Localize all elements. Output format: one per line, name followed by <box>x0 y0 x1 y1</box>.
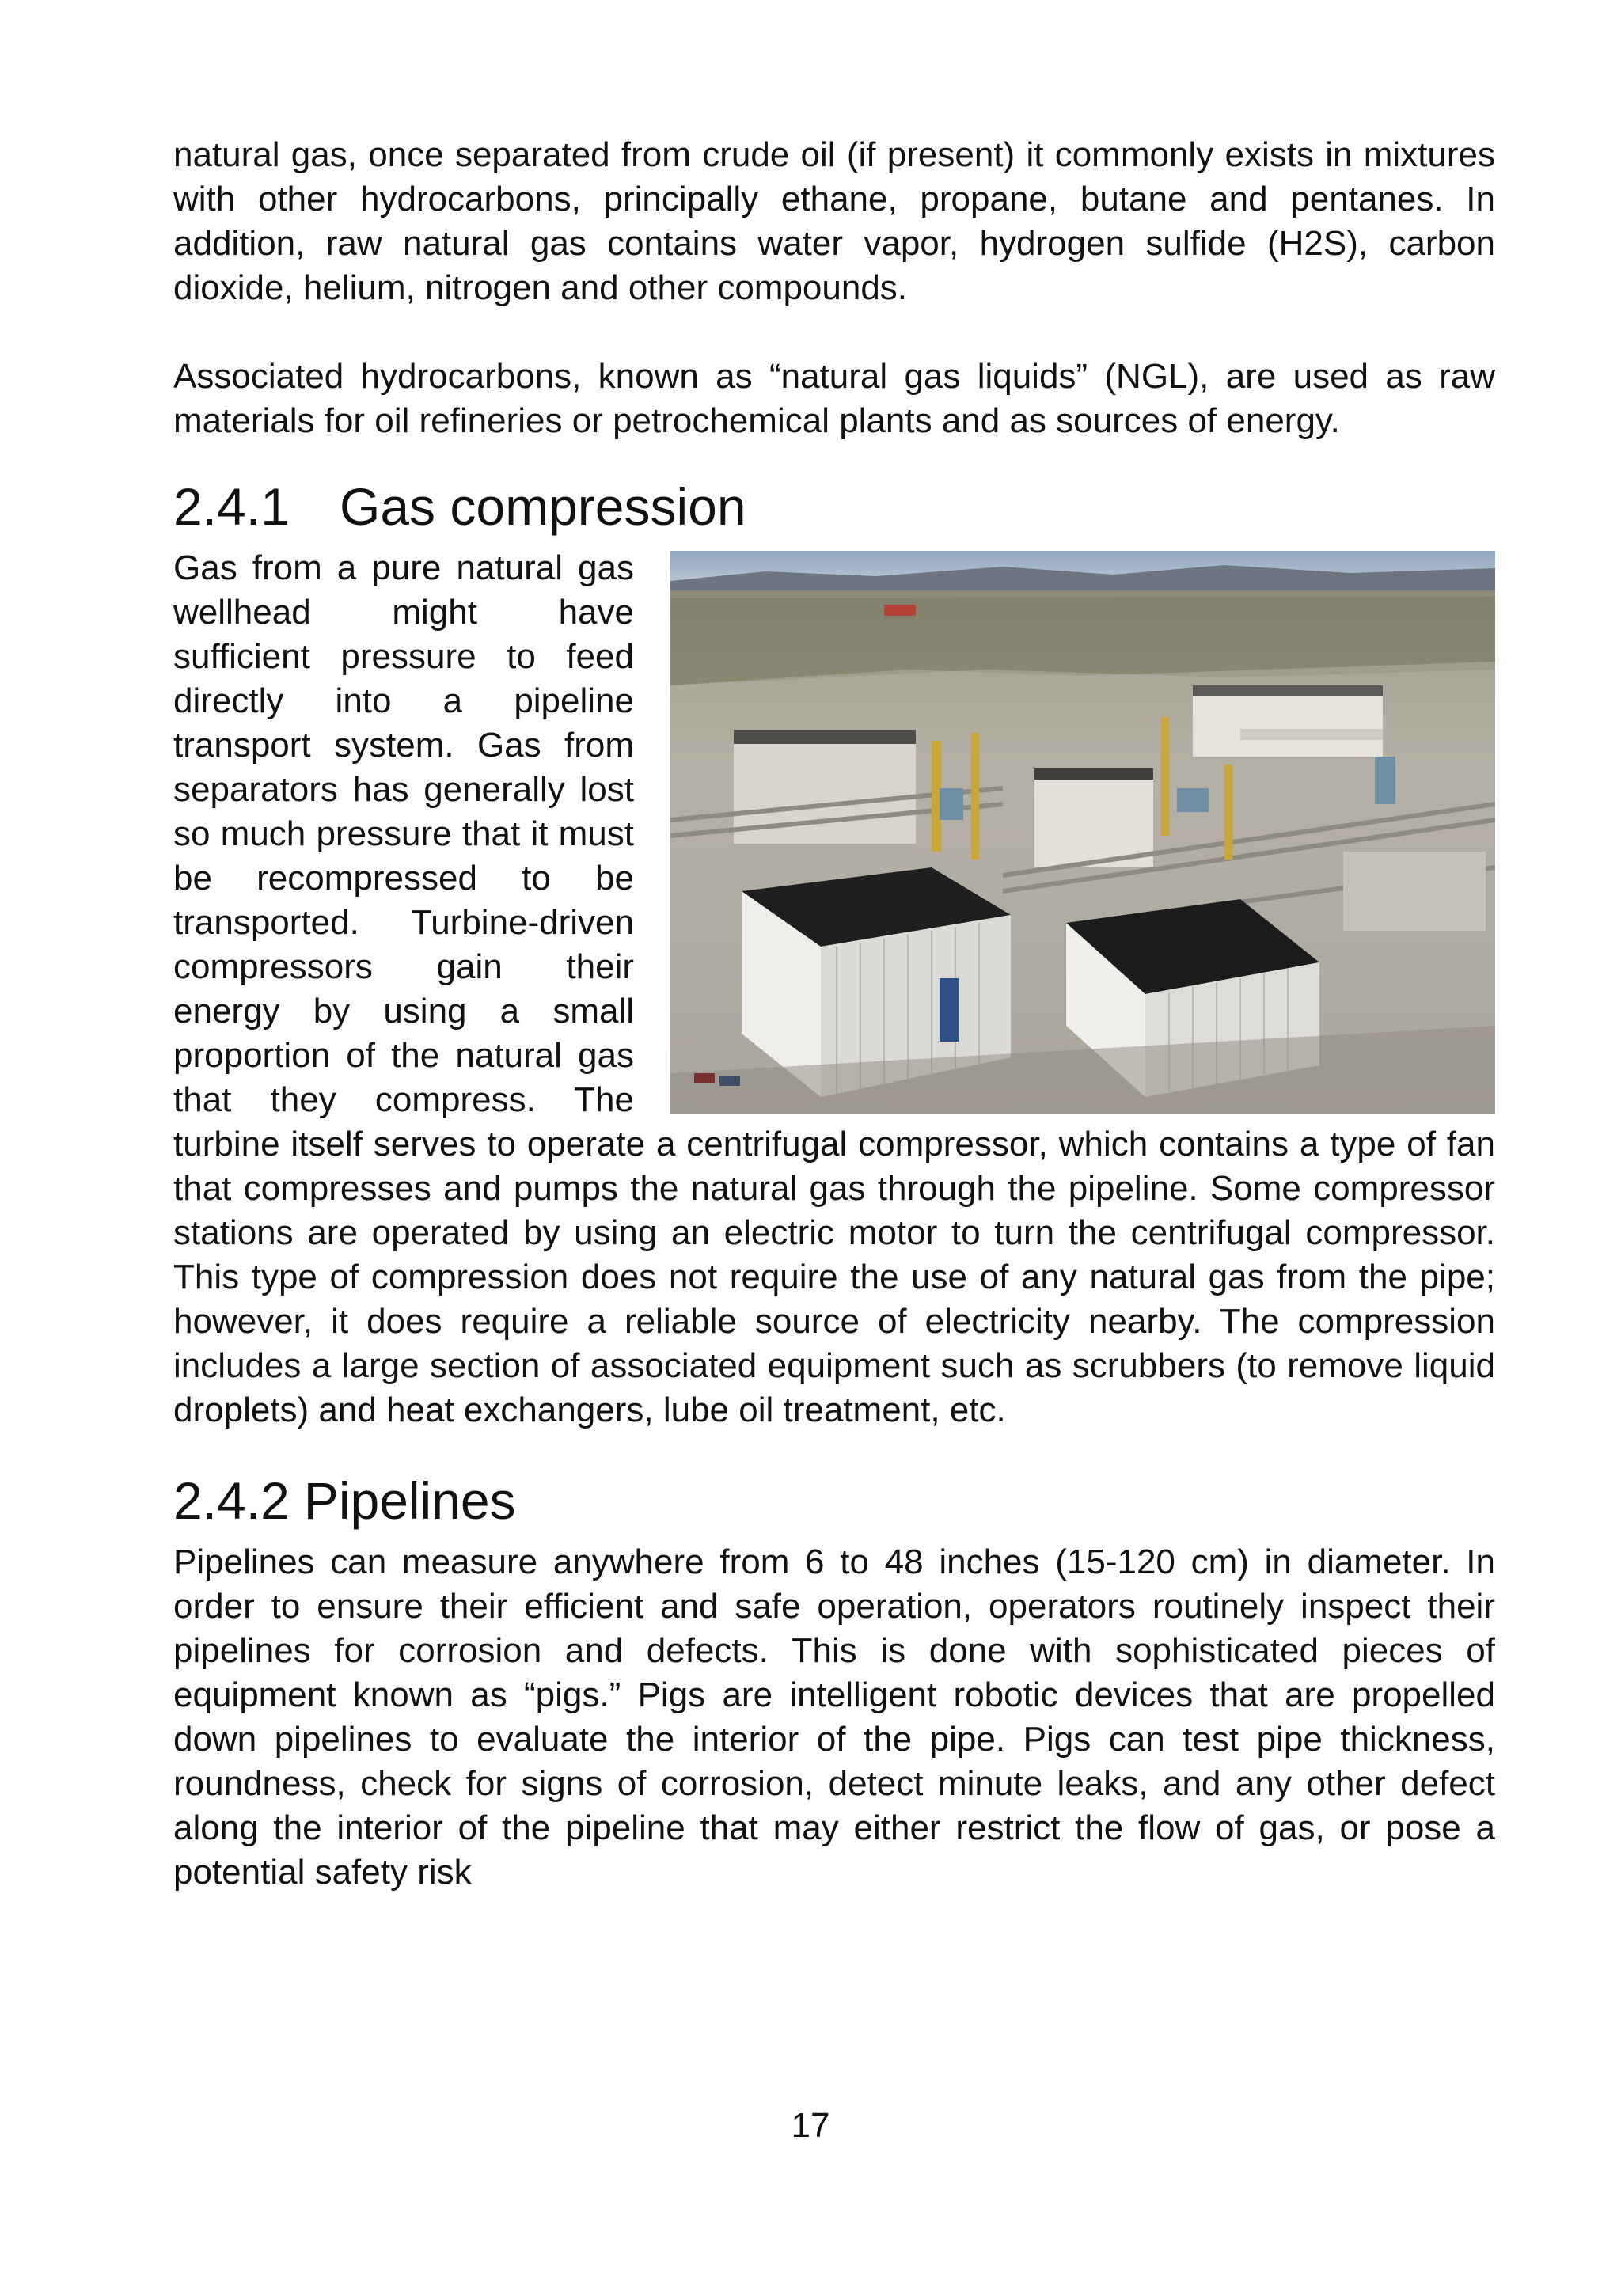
paragraph-natural-gas-composition: natural gas, once separated from crude oil (if present) it commonly exists in mixtures with other hydrocarbons, principally ethane, propane, butane and pentanes. In addition, raw natural gas contains water vapor, hydrogen sulfide (H2S), carbon dioxide, helium, nitrogen and other compounds. <box>173 135 1495 307</box>
section-title: Pipelines <box>303 1471 516 1530</box>
page-number: 17 <box>791 2106 830 2145</box>
section-heading-pipelines <box>173 1472 1495 1529</box>
section-heading-gas-compression <box>173 478 1495 535</box>
section-title: Gas compression <box>340 477 746 536</box>
section-number: 2.4.1 <box>173 477 290 536</box>
page-content <box>173 133 1495 1895</box>
compressor-station-photo <box>670 551 1495 1114</box>
paragraph-gas-compression: Gas from a pure natural gas wellhead might have sufficient pressure to feed directly into a pipeline transport system. Gas from separators has generally lost so much pressure that it must be recompressed to be transported. Turbine-driven compressors gain their energy by using a small proportion of the natural gas that they compress. The turbine itself serves to operate a centrifugal compressor, which contains a type of fan that compresses and pumps the natural gas through the pipeline. Some compressor stations are operated by using an electric motor to turn the centrifugal compressor. This type of compression does not require the use of any natural gas from the pipe; however, it does require a reliable source of electricity nearby. The compression includes a large section of associated equipment such as scrubbers (to remove liquid droplets) and heat exchangers, lube oil treatment, etc. <box>173 548 1495 1429</box>
section-number: 2.4.2 <box>173 1471 290 1530</box>
paragraph-natural-gas-liquids: Associated hydrocarbons, known as “natural gas liquids” (NGL), are used as raw materials for oil refineries or petrochemical plants and as sources of energy. <box>173 357 1495 440</box>
paragraph-pipelines: Pipelines can measure anywhere from 6 to 48 inches (15-120 cm) in diameter. In order to ensure their efficient and safe operation, operators routinely inspect their pipelines for corrosion and defects. This is done with sophisticated pieces of equipment known as “pigs.” Pigs are intelligent robotic devices that are propelled down pipelines to evaluate the interior of the pipe. Pigs can test pipe thickness, roundness, check for signs of corrosion, detect minute leaks, and any other defect along the interior of the pipeline that may either restrict the flow of gas, or pose a potential safety risk <box>173 1543 1495 1892</box>
